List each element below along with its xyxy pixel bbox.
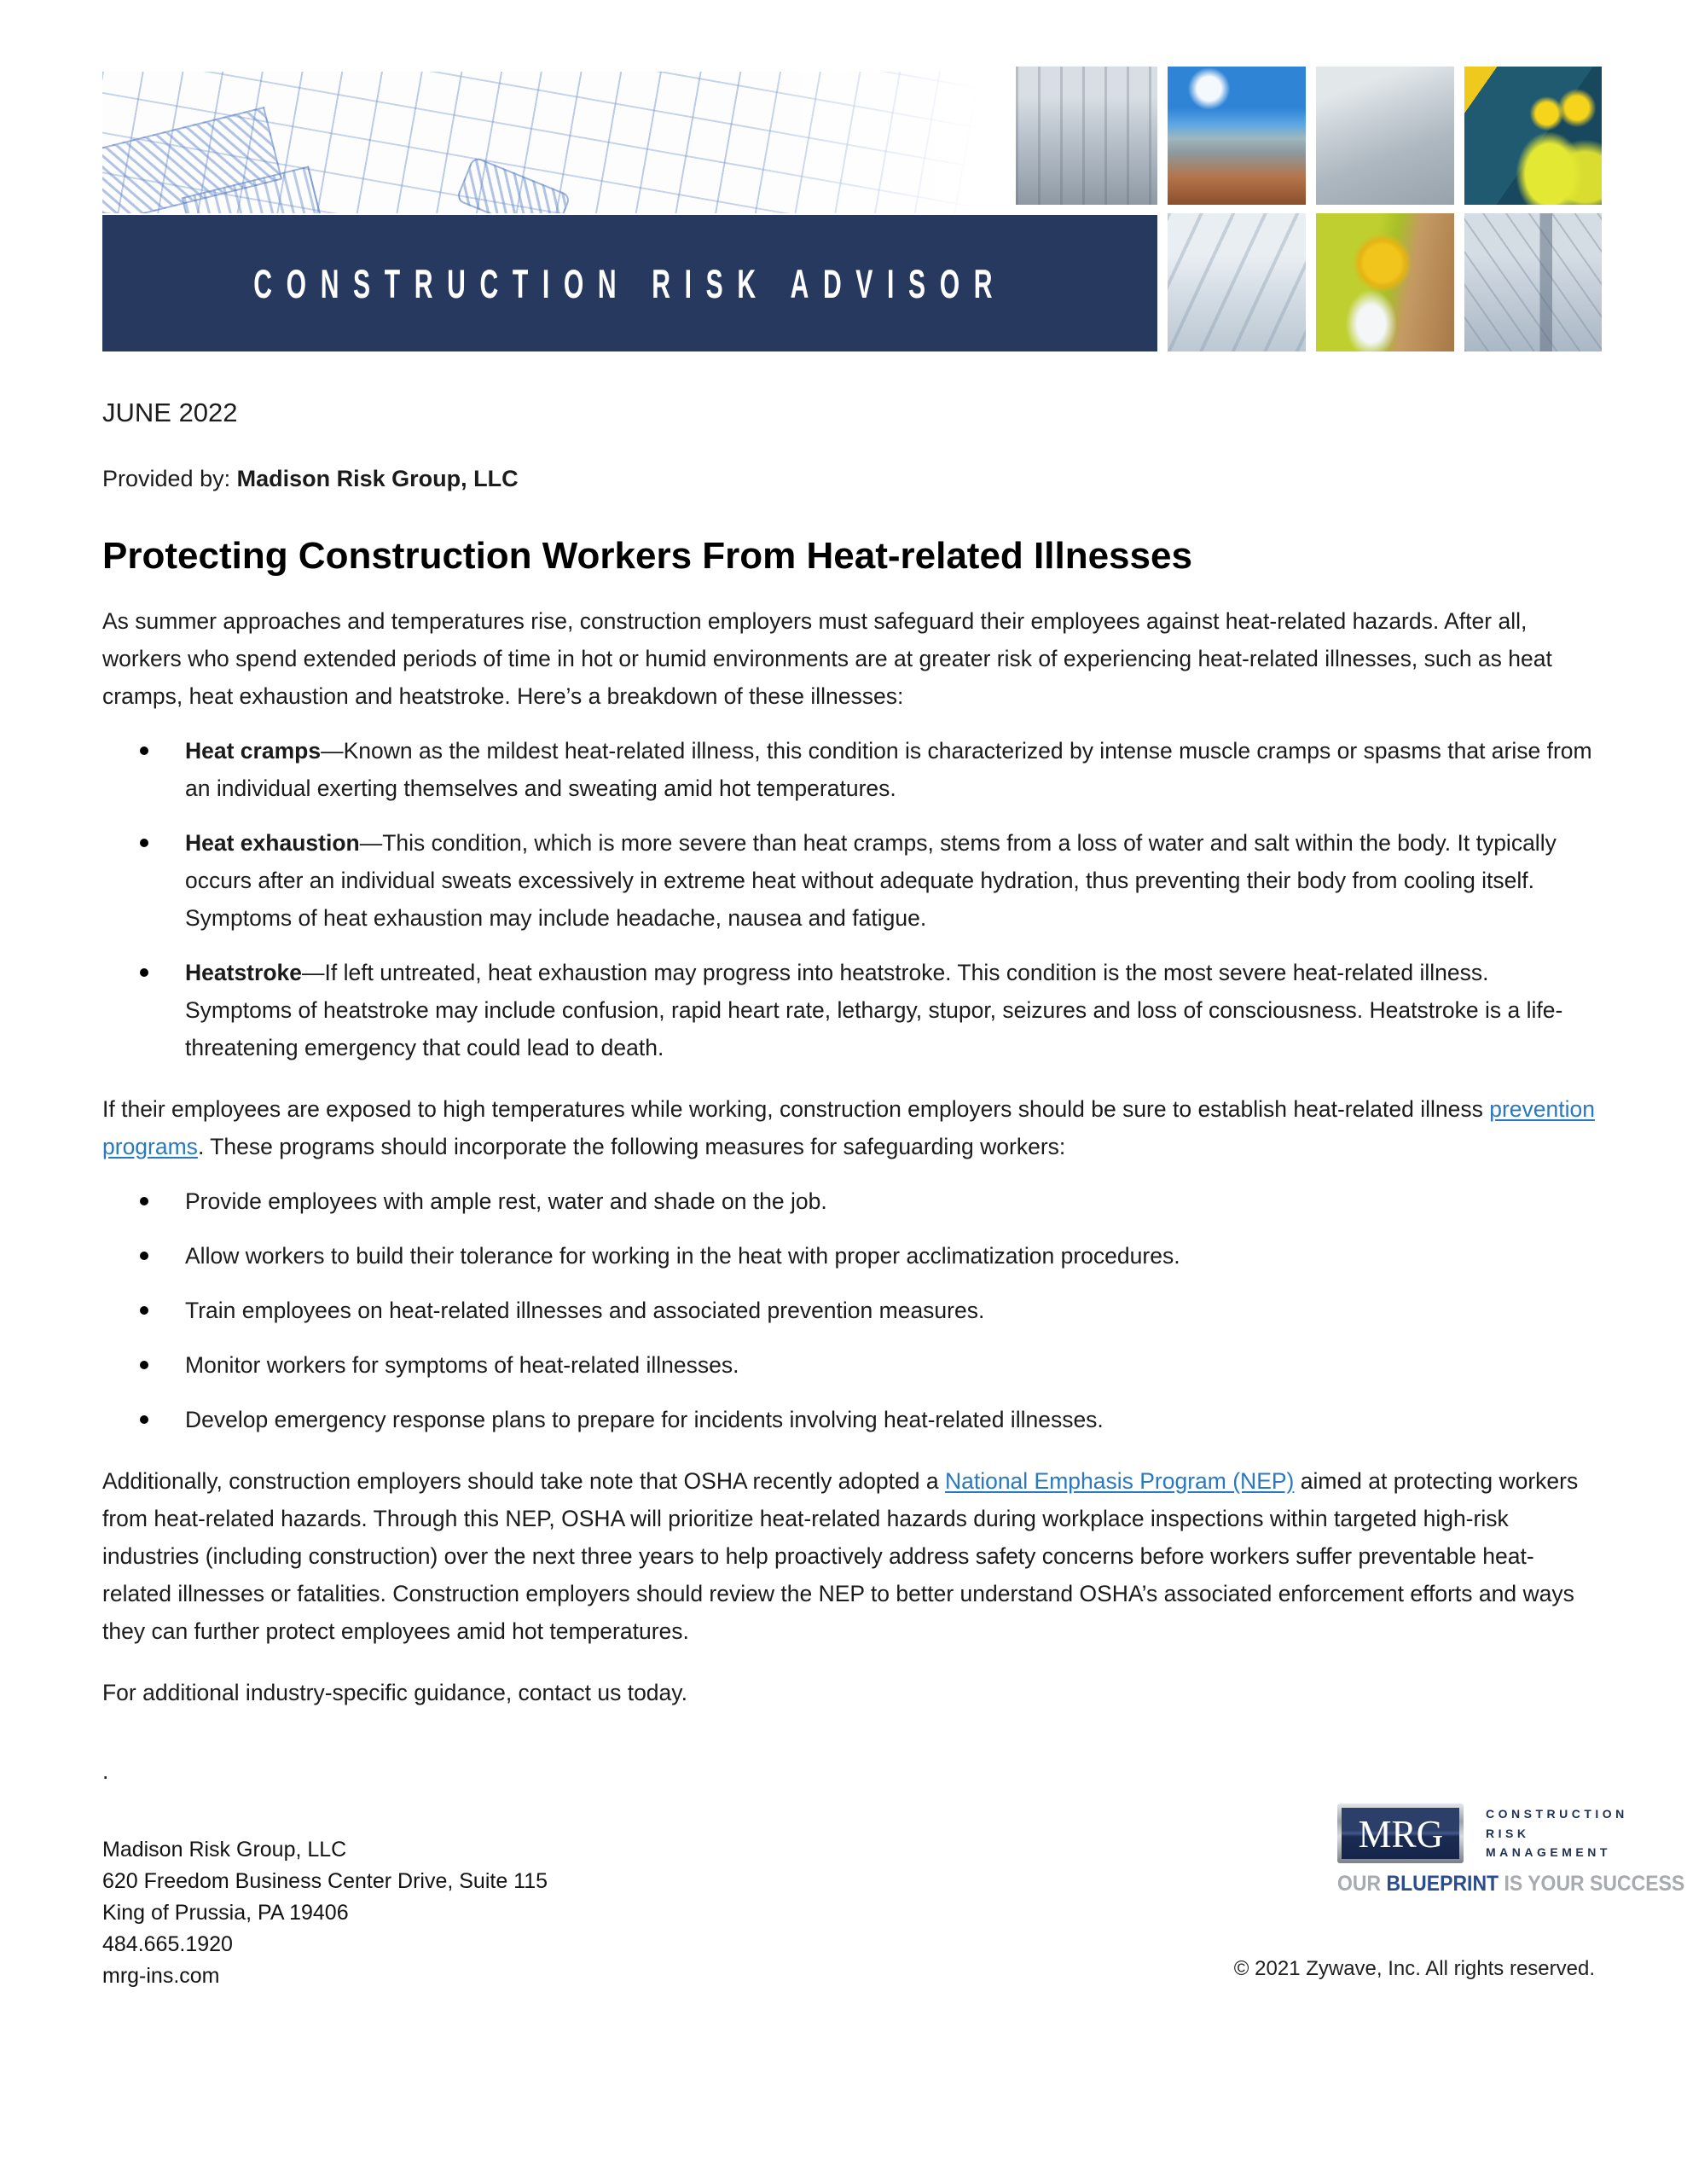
bullet-icon [140, 1197, 148, 1205]
illness-term: Heatstroke [185, 959, 302, 985]
mrg-logo-box [1337, 1804, 1464, 1863]
closing-paragraph: For additional industry-specific guidance, contact us today. [102, 1679, 687, 1705]
masthead [102, 67, 1602, 351]
footer-website: mrg-ins.com [102, 1964, 220, 1988]
nep-text-after: aimed at protecting workers from heat-related hazards. Through this NEP, OSHA will prioritize heat-related hazards during workplace inspections within targeted high-risk industries (including construction) over the next three years to help proactively address safety concerns before workers suffer preventable heat-related illnesses or fatalities. Construction employers should review the NEP to better understand OSHA’s associated enforcement efforts and ways they can further protect employees amid hot temperatures. [102, 1467, 1579, 1644]
intro-paragraph: As summer approaches and temperatures rise, construction employers must safeguard their employees against heat-related hazards. After all, workers who spend extended periods of time in hot or humid environments are at greater risk of experiencing heat-related illnesses, such as heat cramps, heat exhaustion and heatstroke. Here’s a breakdown of these illnesses: [102, 607, 1552, 709]
newsletter-banner [102, 215, 1157, 351]
bullet-icon [140, 1415, 148, 1424]
slogan-post: IS YOUR SUCCESS [1499, 1872, 1685, 1896]
mrg-logo-inner [1342, 1808, 1459, 1859]
bullet-icon [140, 968, 148, 977]
mrg-monogram: MRG [1358, 1811, 1443, 1856]
issue-date: JUNE 2022 [102, 398, 238, 427]
programs-text-after: . These programs should incorporate the following measures for safeguarding workers: [197, 1133, 1066, 1159]
list-item [102, 1346, 1595, 1384]
footer-company: Madison Risk Group, LLC [102, 1838, 347, 1862]
programs-text-before: If their employees are exposed to high temperatures while working, construction employers should be sure to establish heat-related illness [102, 1095, 1490, 1122]
measure-text: Allow workers to build their tolerance for working in the heat with proper acclimatization procedures. [185, 1242, 1180, 1269]
bullet-icon [140, 1252, 148, 1260]
construction-cranes-photo [1016, 67, 1157, 205]
footer-address-line2: King of Prussia, PA 19406 [102, 1901, 349, 1925]
logo-tagline-line: MANAGEMENT [1486, 1845, 1611, 1860]
slogan-highlight: BLUEPRINT [1386, 1872, 1499, 1896]
nep-paragraph [102, 1462, 1595, 1650]
logo-slogan [1337, 1872, 1685, 1896]
workers-hivis-photo [1464, 67, 1602, 205]
banner-title: CONSTRUCTION RISK ADVISOR [253, 260, 1006, 306]
nep-link[interactable]: National Emphasis Program (NEP) [944, 1467, 1295, 1494]
copyright: © 2021 Zywave, Inc. All rights reserved. [1233, 1957, 1595, 1980]
illness-desc: This condition, which is more severe than heat cramps, stems from a loss of water and salt within the body. It typically occurs after an individual sweats excessively in extreme heat without adequate hydration, thus preventing their body from cooling itself. Symptoms of heat exhaustion may include headache, nausea and fatigue. [185, 829, 1557, 931]
provided-by-company: Madison Risk Group, LLC [236, 466, 519, 491]
bridge-pylon-photo [1464, 213, 1602, 351]
footer-phone: 484.665.1920 [102, 1932, 233, 1956]
measure-text: Provide employees with ample rest, water and shade on the job. [185, 1188, 827, 1214]
list-item [102, 1182, 1595, 1220]
mrg-logo-top [1337, 1804, 1628, 1863]
list-item [102, 732, 1595, 807]
article-title: Protecting Construction Workers From Heat-related Illnesses [102, 535, 1192, 577]
logo-tagline-line: CONSTRUCTION [1486, 1807, 1628, 1821]
measure-text: Train employees on heat-related illnesses and associated prevention measures. [185, 1297, 985, 1323]
footer-address [102, 1834, 548, 1992]
bullet-icon [140, 1361, 148, 1369]
programs-paragraph [102, 1090, 1595, 1165]
blueprint-drawing [102, 72, 1015, 213]
dash: — [301, 959, 325, 985]
provided-by-prefix: Provided by: [102, 466, 237, 491]
illness-desc: Known as the mildest heat-related illness, this condition is characterized by intense muscle cramps or spasms that arise from an individual exerting themselves and sweating amid hot temperatures. [185, 737, 1592, 801]
prevention-programs-link[interactable]: prevention programs [102, 1095, 1595, 1159]
slogan-pre: OUR [1337, 1872, 1387, 1896]
list-item [102, 1292, 1595, 1329]
blueprint-fade [102, 72, 1015, 213]
list-item [102, 1401, 1595, 1438]
dash: — [321, 737, 344, 764]
provided-by [102, 466, 1595, 492]
quarry-trucks-photo [1316, 67, 1454, 205]
logo-tagline-line: RISK [1486, 1826, 1530, 1840]
measures-list [102, 1182, 1595, 1438]
list-item [102, 824, 1595, 937]
building-site-photo [1168, 67, 1306, 205]
logo-tagline [1486, 1804, 1628, 1863]
bullet-icon [140, 839, 148, 847]
illness-term: Heat exhaustion [185, 829, 360, 856]
footer-address-line1: 620 Freedom Business Center Drive, Suite 115 [102, 1869, 548, 1893]
hardhat-blueprints-photo [1316, 213, 1454, 351]
illness-term: Heat cramps [185, 737, 322, 764]
article-body [102, 351, 1595, 1790]
list-item [102, 954, 1595, 1066]
measure-text: Monitor workers for symptoms of heat-related illnesses. [185, 1351, 739, 1378]
bullet-icon [140, 1306, 148, 1315]
mrg-logo [1337, 1804, 1685, 1896]
steel-framework-photo [1168, 213, 1306, 351]
dash: — [359, 829, 383, 856]
nep-text-before: Additionally, construction employers should take note that OSHA recently adopted a [102, 1467, 945, 1494]
measure-text: Develop emergency response plans to prepare for incidents involving heat-related illnesses. [185, 1406, 1104, 1432]
illness-desc: If left untreated, heat exhaustion may progress into heatstroke. This condition is the most severe heat-related illness. Symptoms of heatstroke may include confusion, rapid heart rate, lethargy, stupor, seizures and loss of consciousness. Heatstroke is a life-threatening emergency that could lead to death. [185, 959, 1563, 1060]
bullet-icon [140, 746, 148, 755]
stray-period: . [102, 1757, 109, 1784]
illness-list [102, 732, 1595, 1066]
list-item [102, 1237, 1595, 1275]
